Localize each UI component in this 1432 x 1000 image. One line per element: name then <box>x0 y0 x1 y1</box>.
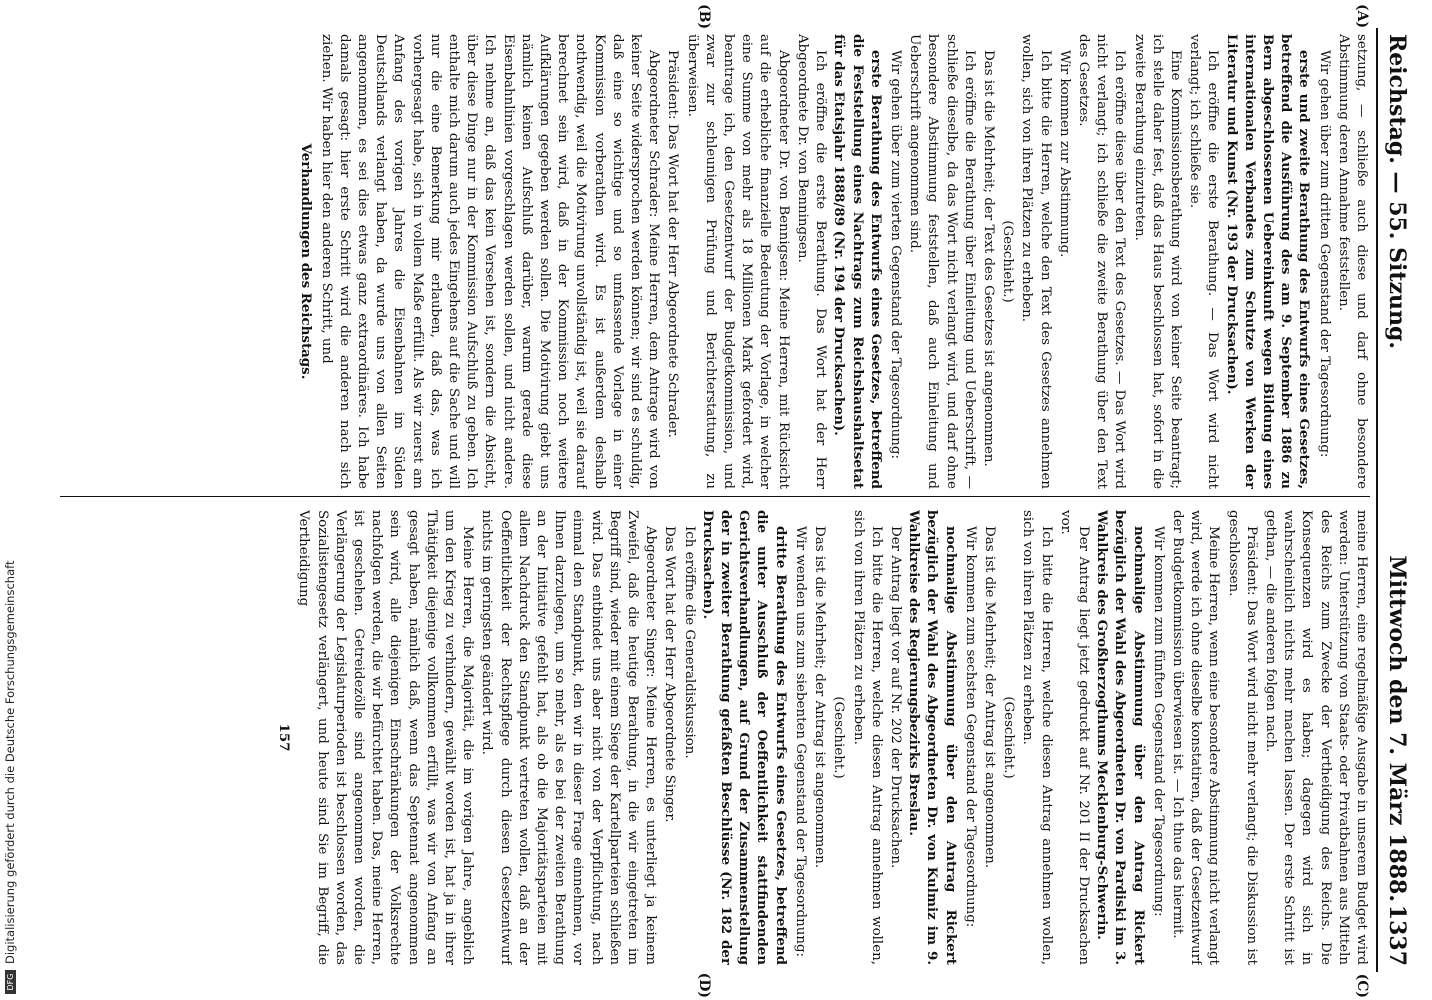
footer-rotated <box>0 0 20 1000</box>
paragraph: Ich eröffne diese über den Text des Gesetzes. — Das Wort wird nicht verlangt; ich schließe die zweite Berathung über den Text des Gesetzes. <box>1075 34 1128 489</box>
paragraph: Meine Herren, die Majorität, die im vorigen Jahre, angeblich um den Krieg zu verhindern, gewählt worden ist, hat ja in ihrer Thätigkeit diejenige vollkommen erfüllt, was wir von Anfang an gesagt haben, nämlich daß, wenn das Septennat angenommen sein wird, alle diejenigen Einschränkungen der Volksrechte nachfolgen werden, die wir befürchtet haben. Das, meine Herren, ist geschehen. Getreidezölle sind angenommen worden, die Verlängerung der Legislaturperioden ist beschlossen worden, das Sozialistengesetz verlängert, und heute sind Sie im Begriff, die Vertheidigung <box>296 510 476 965</box>
paragraph: Ich bitte die Herren, welche den Text des Gesetzes annehmen wollen, sich von ihren Plätzen zu erheben. <box>1019 34 1053 489</box>
paragraph: Meine Herren, wenn eine besondere Abstimmung nicht verlangt wird, werde ich ohne dieselbe konstatiren, daß der Gesetzentwurf der Budgetkommission überwiesen ist. — Ich thue das hiermit. <box>1169 510 1222 965</box>
paragraph: Wir kommen zur Abstimmung. <box>1056 50 1072 258</box>
stage-direction: (Geschieht.) <box>1000 220 1016 303</box>
paragraph: Der Antrag liegt jetzt gedruckt auf Nr. 201 II der Drucksachen vor. <box>1057 510 1091 965</box>
agenda-item: nochmalige Abstimmung über den Antrag Rickert bezüglich der Wahl des Abgeordneten Dr. von Pardiski im 3. Wahlkreis des Großherzogthums Mecklenburg-Schwerin. <box>1094 510 1147 965</box>
paragraph: Wir wenden uns zum siebenten Gegenstand der Tagesordnung: <box>792 526 808 958</box>
marker-c: (C) <box>1354 973 1370 998</box>
paragraph: Das ist die Mehrheit; der Text des Gesetzes ist angenommen. <box>980 50 996 467</box>
paragraph: Wir gehen über zum dritten Gegenstand der Tagesordnung: <box>1316 50 1332 458</box>
paragraph: Abgeordneter Singer: Meine Herren, es unterliegt ja keinem Zweifel, daß die heutige Berathung, in die wir eingetreten im Begriff sind, wieder mit einem Siege der Kartellparteien schließen wird. Das entbindet uns aber nicht von der Verpflichtung, nach einmal den Standpunkt, den wir in dieser Frage einnehmen, vor Ihnen darzulegen, um so mehr, als es bei der zweiten Berathung an der Initiative gefehlt hat, als ob die Majoritätsparteien mit allem Nachdruck den Standpunkt vertreten wollen, daß an der Oeffentlichkeit der Rechtspflege durch diesen Gesetzentwurf nichts im geringsten geändert wird. <box>479 510 659 965</box>
paragraph: Eine Kommissionsberathung wird von keiner Seite beantragt; ich stelle daher fest, daß das Haus beschlossen hat, sofort in die zweite Berathung einzutreten. <box>1131 34 1183 489</box>
agenda-item: erste Berathung des Entwurfs eines Gesetzes, betreffend die Feststellung eines Nachtrags zum Reichshaushaltsetat für das Etatsjahr 1888/89 (Nr. 194 der Drucksachen). <box>831 34 884 489</box>
left-column <box>60 34 1370 489</box>
paragraph: Ich eröffne die Generaldiskussion. <box>681 526 697 759</box>
header-right: Mittwoch den 7. März 1888. <box>1384 555 1410 902</box>
stage-direction: (Geschieht.) <box>831 696 847 779</box>
paragraph: Das ist die Mehrheit; der Antrag ist angenommen. <box>812 526 828 869</box>
paragraph: Abgeordneter Dr. von Bennigsen: Meine Herren, mit Rücksicht auf die erhebliche finanzielle Bedeutung der Vorlage, in welcher eine Summe von mehr als 18 Millionen Mark gefordert wird, beantrage ich, den Gesetzentwurf der Budgetkommission, und zwar zur schleunigen Prüfung und Berichterstattung, zu überweisen. <box>684 34 791 489</box>
agenda-item: dritte Berathung des Entwurfs eines Gesetzes, betreffend die unter Ausschluß der Oeffentlichkeit stattfindenden Gerichtsverhandlungen, auf Grund der Zusammenstellung der in zweiter Berathung gefaßten Beschlüsse (Nr. 182 der Drucksachen). <box>699 510 789 965</box>
paragraph: Wir kommen zum sechsten Gegenstand der Tagesordnung: <box>962 526 978 928</box>
sheet-number: 157 <box>276 723 293 752</box>
page-header <box>1376 28 1414 972</box>
header-left: Reichstag. — 55. Sitzung. <box>1384 34 1410 350</box>
agenda-item: nochmalige Abstimmung über den Antrag Rickert bezüglich der Wahl des Abgeordneten Dr. von Kulmiz im 9. Wahlkreise des Regierungsbezirks Breslau. <box>906 510 959 965</box>
footer-title: Verhandlungen des Reichstags. <box>298 143 315 380</box>
stage-direction: (Geschieht.) <box>1001 696 1017 779</box>
paragraph: Ich eröffne die erste Berathung. — Das Wort wird nicht verlangt; ich schließe sie. <box>1187 34 1221 489</box>
paragraph: Ich bitte die Herren, welche diesen Antrag annehmen wollen, sich von ihren Plätzen zu erheben. <box>850 510 884 965</box>
paragraph: Ich eröffne die Berathung über Einleitung und Ueberschrift, — schließe dieselbe, da das Wort nicht verlangt wird, und darf ohne besondere Abstimmung feststellen, daß auch Einleitung und Ueberschrift angenommen sind. <box>907 34 977 489</box>
paragraph: Das Wort hat der Herr Abgeordnete Singer. <box>662 526 678 823</box>
paragraph: Das ist die Mehrheit; der Antrag ist angenommen. <box>981 526 997 869</box>
paragraph: Präsident: Das Wort wird nicht mehr verlangt; die Diskussion ist geschlossen. <box>1225 510 1259 965</box>
paragraph: Wir kommen zum fünften Gegenstand der Tagesordnung: <box>1150 526 1166 917</box>
dfg-logo: DFG <box>5 970 16 994</box>
paragraph: Ich eröffne die erste Berathung. Das Wort hat der Herr Abgeordnete Dr. von Benningsen. <box>794 34 829 489</box>
footer <box>0 0 22 1000</box>
paragraph: Präsident: Das Wort hat der Herr Abgeordnete Schrader. <box>665 50 681 438</box>
paragraph: Abgeordneter Schrader: Meine Herren, dem Antrage wird von keiner Seite widersprochen werden können; wir sind es schuldig, daß eine so wichtige und so umfassende Vorlage in einer Kommission vorberathen wird. Es ist außerdem deshalb nothwendig, weil die Motivirung unvollständig ist, weil sie darauf berechnet sein wird, daß in der Kommission noch weitere Aufklärungen gegeben werden sollen. Die Motivirung giebt uns nämlich keinen Aufschluß darüber, warum gerade diese Eisenbahnlinien vorgeschlagen werden sollen, und nicht andere. Ich nehme an, daß das kein Versehen ist, sondern die Absicht, über diese Dinge nur in der Kommission Aufschluß zu geben. Ich enthalte mich darum auch jedes Eingehens auf die Sache und will nur die eine Bemerkung mir erlauben, daß das, was ich vorhergesagt habe, sich in vollem Maße erfüllt. Als wir zuerst am Anfang des vorigen Jahres die Eisenbahnen im Süden Deutschlands verlangt haben, da wurde uns von allen Seiten angenommen, es sei dies etwas ganz extraordinäres. Ich habe damals gesagt: hier erste Schritt wird die anderen nach sich ziehen. Wir haben hier den anderen Schritt, und <box>318 34 662 489</box>
agenda-item: erste und zweite Berathung des Entwurfs eines Gesetzes, betreffend die Ausführung des am 9. September 1886 zu Bern abgeschlossenen Uebereinkunft wegen Bildung eines internationalen Verbandes zum Schutze von Werken der Literatur und Kunst (Nr. 193 der Drucksachen). <box>1223 34 1313 489</box>
right-column <box>60 510 1370 965</box>
marker-b: (B) <box>696 4 712 30</box>
marker-d: (D) <box>696 972 712 998</box>
marker-a: (A) <box>1354 4 1370 29</box>
paragraph: setzung, — schließe auch diese und darf ohne besondere Abstimmung deren Annahme feststellen. <box>1335 34 1369 489</box>
page-number: 1337 <box>1384 904 1410 966</box>
paragraph: Ich bitte die Herren, welche diesen Antrag annehmen wollen, sich von ihren Plätzen zu erheben. <box>1020 510 1054 965</box>
paragraph: Wir gehen über zum vierten Gegenstand der Tagesordnung: <box>887 50 903 459</box>
column-divider <box>60 496 1370 497</box>
footer-text: Digitalisierung gefördert durch die Deutsche Forschungsgemeinschaft <box>3 560 17 964</box>
paragraph: meine Herren, eine regelmäßige Ausgabe in unserem Budget wird werden: Unterstützung von Staats- oder Privatbahnen aus Mitteln des Reichs zum Zwecke der Vertheidigung des Reichs. Die Konsequenzen wird es haben; dagegen wird sich in wahrscheinlich nichts mehr machen lassen. Der erste Schritt ist gethan, — die anderen folgen nach. <box>1262 510 1369 965</box>
paragraph: Der Antrag liegt vor auf Nr. 202 der Drucksachen. <box>887 526 903 869</box>
